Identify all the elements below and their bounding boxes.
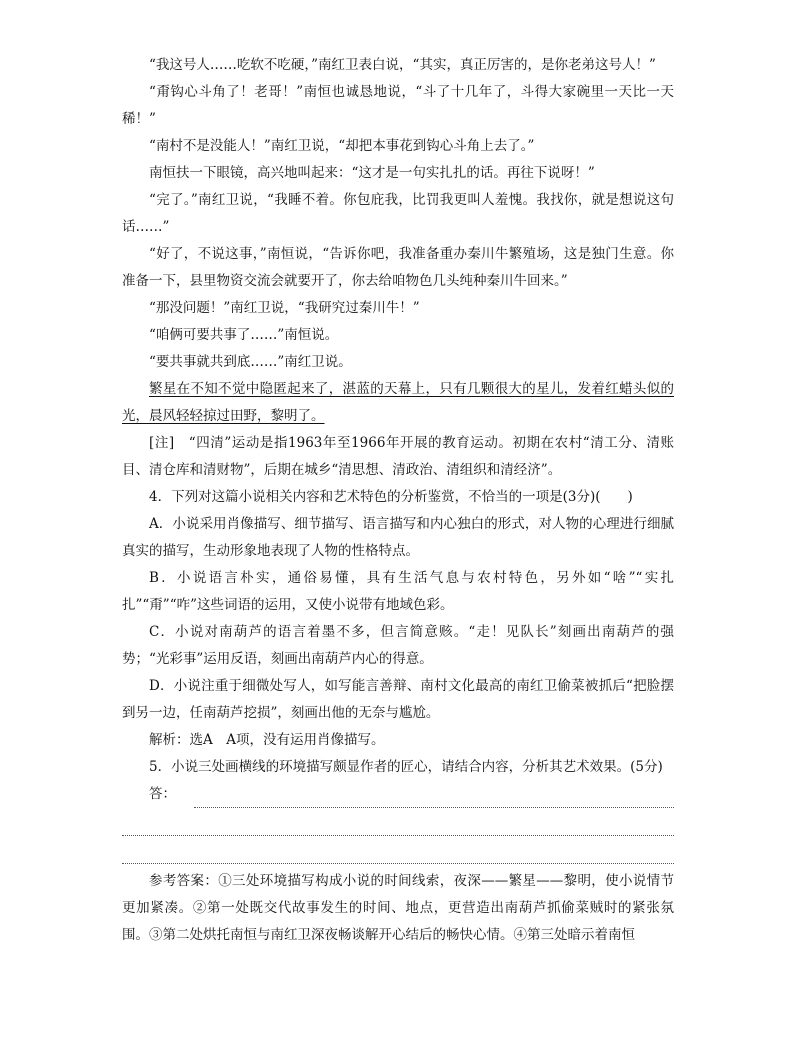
question-4-stem: 4．下列对这篇小说相关内容和艺术特色的分析鉴赏，不恰当的一项是(3分)( ) xyxy=(149,489,633,505)
option-a: A．小说采用肖像描写、细节描写、语言描写和内心独白的形式，对人物的心理进行细腻真实的描写，生动形象地表现了人物的性格特点。 xyxy=(122,516,674,559)
option-b: B．小说语言朴实，通俗易懂，具有生活气息与农村特色，另外如“啥”“实扎扎”“甭”“咋”这些词语的运用，又使小说带有地域色彩。 xyxy=(122,570,674,613)
story-paragraph: “要共事就共到底……”南红卫说。 xyxy=(149,354,352,370)
underlined-environment-description: 繁星在不知不觉中隐匿起来了，湛蓝的天幕上，只有几颗很大的星儿，发着红蜡头似的光，晨风轻轻掠过田野，黎明了。 xyxy=(122,381,674,424)
story-paragraph: “那没问题！”南红卫说，“我研究过秦川牛！” xyxy=(149,300,420,316)
story-paragraph: 南恒扶一下眼镜，高兴地叫起来：“这才是一句实扎扎的话。再往下说呀！” xyxy=(149,165,595,181)
answer-label: 答： xyxy=(149,786,176,802)
story-paragraph: “甭钩心斗角了！老哥！”南恒也诚恳地说，“斗了十几年了，斗得大家碗里一天比一天稀！” xyxy=(122,84,674,127)
story-paragraph: “好了，不说这事，”南恒说，“告诉你吧，我准备重办秦川牛繁殖场，这是独门生意。你准备一下，县里物资交流会就要开了，你去给咱物色几头纯种秦川牛回来。” xyxy=(122,246,674,289)
question-5-stem: 5．小说三处画横线的环境描写颇显作者的匠心，请结合内容，分析其艺术效果。(5分) xyxy=(149,759,663,775)
story-paragraph: “咱俩可要共事了……”南恒说。 xyxy=(149,327,339,343)
story-paragraph: “南村不是没能人！”南红卫说，“却把本事花到钩心斗角上去了。” xyxy=(149,138,535,154)
footnote: [注] “四清”运动是指1963年至1966年开展的教育运动。初期在农村“清工分、清账目、清仓库和清财物”，后期在城乡“清思想、清政治、清组织和清经济”。 xyxy=(122,435,674,478)
analysis: 解析：选A A项，没有运用肖像描写。 xyxy=(149,732,385,748)
answer-line xyxy=(194,793,674,808)
option-d: D．小说注重于细微处写人，如写能言善辩、南村文化最高的南红卫偷菜被抓后“把脸摆到另一边，任南葫芦挖损”，刻画出他的无奈与尴尬。 xyxy=(122,678,674,721)
option-c: C．小说对南葫芦的语言着墨不多，但言简意赅。“走！见队长”刻画出南葫芦的强势；“光彩事”运用反语，刻画出南葫芦内心的得意。 xyxy=(122,624,674,667)
answer-line xyxy=(122,808,674,836)
reference-answer: 参考答案：①三处环境描写构成小说的时间线索，夜深——繁星——黎明，使小说情节更加紧凑。②第一处既交代故事发生的时间、地点，更营造出南葫芦抓偷菜贼时的紧张氛围。③第二处烘托南恒与南红卫深夜畅谈解开心结后的畅快心情。④第三处暗示着南恒 xyxy=(122,873,674,943)
story-paragraph: “完了。”南红卫说，“我睡不着。你包庇我，比罚我更叫人羞愧。我找你，就是想说这句话……” xyxy=(122,192,674,235)
answer-area[interactable] xyxy=(149,781,674,808)
document-page xyxy=(122,52,674,949)
answer-line xyxy=(122,836,674,864)
story-paragraph: “我这号人……吃软不吃硬，”南红卫表白说，“其实，真正厉害的，是你老弟这号人！” xyxy=(149,57,656,73)
